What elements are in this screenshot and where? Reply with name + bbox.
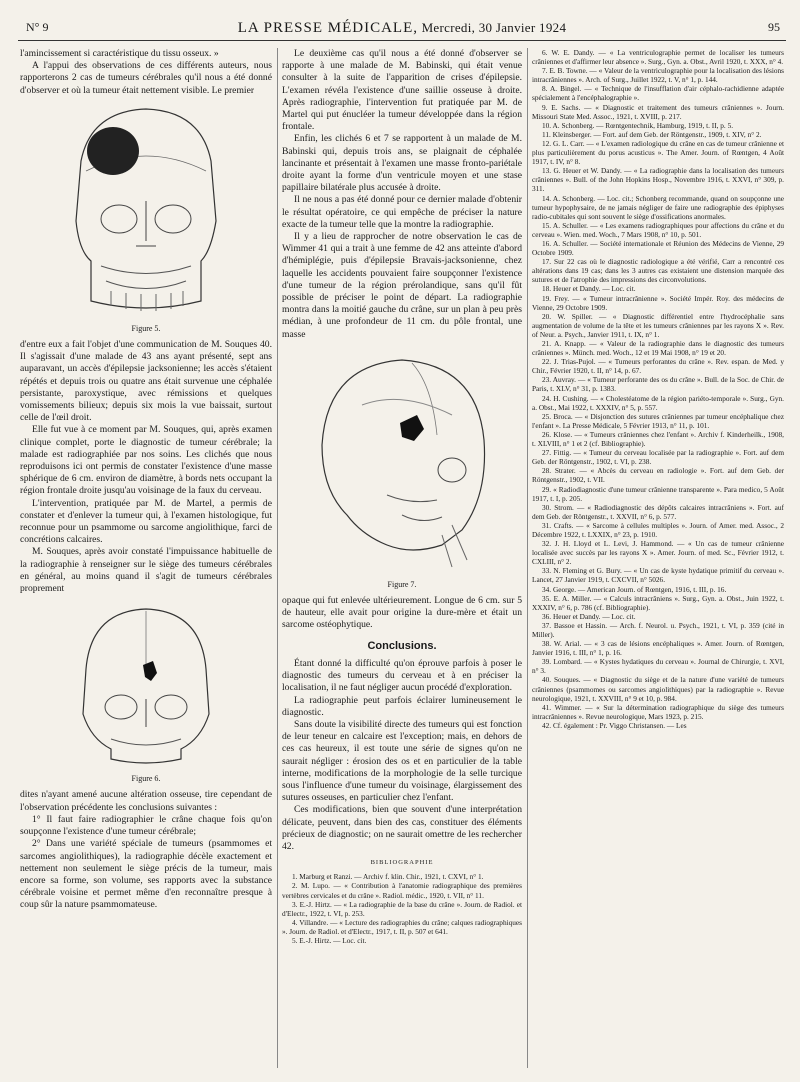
column-2 bbox=[282, 48, 522, 945]
reference: 28. Strater. — « Abcès du cerveau en radiologie ». Fort. auf dem Geb. der Röntgenstr., 1902, t. VII. bbox=[532, 466, 784, 485]
reference: 38. W. Arial. — « 3 cas de lésions encéphaliques ». Amer. Journ. of Rœntgen, Janvier 1916, t. III, n° 1, p. 16. bbox=[532, 639, 784, 658]
figure-7-caption: Figure 7. bbox=[387, 579, 417, 589]
reference: 3. E.-J. Hirtz. — « La radiographie de la base du crâne ». Journ. de Radiol. et d'Electr., 1922, t. VI, p. 253. bbox=[282, 899, 522, 918]
figure-7-radiograph bbox=[302, 345, 502, 575]
reference: 21. A. Knapp. — « Valeur de la radiographie dans le diagnostic des tumeurs crâniennes ». Münch. med. Woch., 12 et 19 Mai 1908, n° 19 et 20. bbox=[532, 339, 784, 358]
column-3-references bbox=[532, 48, 784, 730]
reference: 14. A. Schonberg. — Loc. cit.; Schonberg recommande, quand on soupçonne une tumeur hypophysaire, de ne jamais négliger de faire une radiographie des épiphyses radio-cubitales qui sont souvent le siège d'ossifications anormales. bbox=[532, 193, 784, 221]
reference: 5. E.-J. Hirtz. — Loc. cit. bbox=[292, 936, 367, 945]
paragraph: Ces modifications, bien que souvent d'une interprétation délicate, peuvent, dans bien des cas, constituer des éléments précieux de diagnostic; on ne saurait omettre de les rechercher 42. bbox=[282, 804, 522, 852]
reference: 13. G. Heuer et W. Dandy. — « La radiographie dans la localisation des tumeurs crâniennes ». Bull. of the John Hopkins Hosp., Novembre 1916, t. XXVI, n° 309, p. 311. bbox=[532, 166, 784, 194]
reference: 40. Souques. — « Diagnostic du siège et de la nature d'une variété de tumeurs crâniennes (psammomes ou sarcomes angiolithiques) par la radiographie ». Revue neurologique, 1921, t. XXVIII, n° 9 et 10, p. 984. bbox=[532, 675, 784, 703]
reference: 18. Heuer et Dandy. — Loc. cit. bbox=[542, 284, 636, 294]
reference: 31. Crafts. — « Sarcome à cellules multiples ». Journ. of Amer. med. Assoc., 2 Décembre 1922, t. LXXIX, n° 23, p. 1910. bbox=[532, 520, 784, 539]
reference: 17. Sur 22 cas où le diagnostic radiologique a été vérifié, Carr a rencontré ces altérations dans 19 cas; dans les 3 autres cas existaient une distension marquée des sutures et de l'atrophie des impressions des circonvolutions. bbox=[532, 257, 784, 285]
reference: 2. M. Lupo. — « Contribution à l'anatomie radiographique des premières vertèbres cervicales et du crâne ». Radiol. médic., 1920, t. VII, n° 11. bbox=[282, 881, 522, 900]
reference: 27. Fittig. — « Tumeur du cerveau localisée par la radiographie ». Fort. auf dem Geb. der Röntgenstr., 1902, t. VI, p. 238. bbox=[532, 448, 784, 467]
reference: 20. W. Spiller. — « Diagnostic différentiel entre l'hydrocéphalie sans augmentation de volume de la tête et les tumeurs crâniennes par les rayons X ». Rev. of Neur. a. Psych., Janvier 1911, t. IX, n° 1. bbox=[532, 311, 784, 339]
issue-number: N° 9 bbox=[26, 20, 49, 34]
paragraph: Sans doute la visibilité directe des tumeurs qui est fonction de leur teneur en calcaire est l'exception; mais, en dehors de ces cas heureux, il est toute une série de signes qu'on ne saurait négliger : érosion des os et en particulier de la table interne, modifications de la morphologie de la selle turcique sous l'influence d'une tumeur du voisinage, élargissement des sutures osseuses, en particulier chez l'enfant. bbox=[282, 718, 522, 804]
reference: 35. E. A. Miller. — « Calculs intracrâniens ». Surg., Gyn. a. Obst., Juin 1922, t. XXXIV, n° 6, p. 786 (cf. Bibliographie). bbox=[532, 593, 784, 612]
paragraph: Il y a lieu de rapprocher de notre observation le cas de Wimmer 41 qui a trait à une femme de 42 ans atteinte d'abord d'hémiplégie, puis d'épilepsie Bravais-jacksonienne, chez laquelle les accidents pouvaient faire soupçonner l'existence d'une tumeur de la région prérolandique, sans qu'il fût possible de préciser le point de départ. La radiographie montra dans la moitié gauche du crâne, sur un plan à peu près médian, à une profondeur de 11 cm. du pôle frontal, une masse bbox=[282, 231, 522, 340]
reference: 29. « Radiodiagnostic d'une tumeur crânienne transparente ». Para medico, 5 Août 1917, t. I, p. 205. bbox=[532, 484, 784, 503]
reference: 1. Marburg et Ranzi. — Archiv f. klin. Chir., 1921, t. CXVI, n° 1. bbox=[292, 872, 484, 882]
reference: 30. Strom. — « Radiodiagnostic des dépôts calcaires intracrâniens ». Fort. auf dem Geb. der Röntgenstr., t. XXVII, n° 6, p. 577. bbox=[532, 502, 784, 521]
paragraph: d'entre eux a fait l'objet d'une communication de M. Souques 40. Il s'agissait d'une malade de 43 ans ayant présenté, sept ans auparavant, un accès d'épilepsie jacksonienne; les accès s'étaient répétés et depuis trois ou quatre ans était survenue une céphalée persistante, paroxystique, avec rémissions et quelques vomissements bilieux; depuis six mois la vue baissait, surtout celle de l'œil droit. bbox=[20, 339, 272, 424]
paragraph: dites n'ayant amené aucune altération osseuse, tire cependant de l'observation précédente les conclusions suivantes : bbox=[20, 789, 272, 813]
column-divider bbox=[277, 48, 278, 1068]
paragraph: Elle fut vue à ce moment par M. Souques, qui, après examen clinique complet, porte le diagnostic de tumeur cérébrale; la malade est radiographiée par nos soins. Les clichés que nous reproduisons ici ont permis de constater l'existence d'une masse sphérique de 6 cm. environ de diamètre, à bords nets occupant la région frontale droite jusqu'au voisinage de la faux du cerveau. bbox=[20, 424, 272, 497]
column-1 bbox=[20, 48, 272, 912]
paragraph: 2° Dans une variété spéciale de tumeurs (psammomes et sarcomes angiolithiques), la radiographie décèle exactement et nettement non seulement le siège précis de la tumeur, mais encore sa forme, son volume, ses rapports avec la substance cérébrale voisine et permet même d'en reconnaître presque à coup sûr la nature psammomateuse. bbox=[20, 838, 272, 911]
paragraph: opaque qui fut enlevée ultérieurement. Longue de 6 cm. sur 5 de hauteur, elle avait pour origine la dure-mère et était un sarcome ostéophytique. bbox=[282, 595, 522, 631]
reference: 39. Lombard. — « Kystes hydatiques du cerveau ». Journal de Chirurgie, t. XVI, n° 3. bbox=[532, 657, 784, 676]
paragraph: l'amincissement si caractéristique du tissu osseux. » bbox=[20, 48, 219, 59]
paragraph: Étant donné la difficulté qu'on éprouve parfois à poser le diagnostic des tumeurs du cerveau et à en préciser la localisation, il ne faut négliger aucun procédé d'exploration. bbox=[282, 657, 522, 694]
figure-5-caption: Figure 5. bbox=[131, 323, 161, 333]
section-heading: Conclusions. bbox=[367, 639, 437, 652]
reference: 4. Villandre. — « Lecture des radiographies du crâne; calques radiographiques ». Journ. de Radiol. et d'Electr., 1917, t. II, p. 507 et 641. bbox=[282, 917, 522, 936]
paragraph: Le deuxième cas qu'il nous a été donné d'observer se rapporte à une malade de M. Babinski, qui était venue consulter à la suite de l'apparition de crises d'épilepsie. L'examen révéla l'existence d'une saillie osseuse à droite. Après radiographie, l'intervention fut pratiquée par M. de Martel qui put énucléer la tumeur développée dans la région frontale. bbox=[282, 48, 522, 133]
reference: 26. Klose. — « Tumeurs crâniennes chez l'enfant ». Archiv f. Kinderheilk., 1908, t. XLVIII, n° 1 et 2 (cf. Bibliographie). bbox=[532, 429, 784, 449]
reference: 24. H. Cushing. — « Cholestéatome de la région pariéto-temporale ». Surg., Gyn. a. Obst., Mai 1922, t. XXXIV, n° 5, p. 557. bbox=[532, 393, 784, 412]
reference: 16. A. Schuller. — Société internationale et Réunion des Médecins de Vienne, 29 Octobre 1909. bbox=[532, 238, 784, 258]
reference: 22. J. Trias-Pujol. — « Tumeurs perforantes du crâne ». Rev. espan. de Med. y Chir., Février 1920, t. II, n° 14, p. 67. bbox=[532, 357, 784, 376]
paragraph: 1° Il faut faire radiographier le crâne chaque fois qu'on soupçonne l'existence d'une tumeur cérébrale; bbox=[20, 813, 272, 838]
figure-6-radiograph bbox=[61, 599, 231, 769]
reference: 42. Cf. également : Pr. Viggo Christansen. — Les bbox=[542, 720, 687, 730]
reference: 7. E. B. Towne. — « Valeur de la ventriculographie pour la localisation des lésions intracrâniennes ». Arch. of Surg., Juillet 1922, t. V, n° 1, p. 144. bbox=[532, 66, 784, 85]
bibliography-list bbox=[282, 872, 522, 945]
reference: 15. A. Schuller. — « Les examens radiographiques pour affections du crâne et du cerveau ». Wien. med. Woch., 7 Mars 1908, n° 10, p. 501. bbox=[532, 220, 784, 239]
page-number: 95 bbox=[768, 20, 780, 34]
reference: 6. W. E. Dandy. — « La ventriculographie permet de localiser les tumeurs crâniennes et d'affirmer leur absence ». Surg., Gyn. a. Obst., Avril 1920, t. XXX, n° 4. bbox=[532, 48, 784, 67]
reference: 33. N. Fleming et G. Bury. — « Un cas de kyste hydatique primitif du cerveau ». Lancet, 27 Janvier 1919, t. CXCVII, n° 5026. bbox=[532, 566, 784, 585]
figure-6-caption: Figure 6. bbox=[131, 774, 161, 784]
reference: 23. Auvray. — « Tumeur perforante des os du crâne ». Bull. de la Soc. de Chir. de Paris, t. XLV, n° 31, p. 1383. bbox=[532, 375, 784, 394]
page-header bbox=[18, 18, 786, 41]
bibliography-heading: BIBLIOGRAPHIE bbox=[370, 859, 434, 867]
paragraph: La radiographie peut parfois éclairer lumineusement le diagnostic. bbox=[282, 694, 522, 718]
masthead bbox=[18, 20, 786, 37]
journal-title: LA PRESSE MÉDICALE, bbox=[237, 20, 418, 36]
reference: 9. E. Sachs. — « Diagnostic et traitement des tumeurs crâniennes ». Journ. Missouri State Med. Assoc., 1921, t. XVIII, p. 217. bbox=[532, 102, 784, 121]
column-divider bbox=[527, 48, 528, 1068]
paragraph: Il ne nous a pas été donné pour ce dernier malade d'obtenir le résultat opératoire, ce qui empêche de préciser la nature exacte de la tumeur telle que la montre la radiographie. bbox=[282, 194, 522, 230]
reference: 11. Kleinsberger. — Fort. auf dem Geb. der Röntgenstr., 1909, t. XIV, n° 2. bbox=[542, 129, 762, 139]
reference: 36. Heuer et Dandy. — Loc. cit. bbox=[542, 611, 636, 621]
reference: 8. A. Bingel. — « Technique de l'insufflation d'air céphalo-rachidienne adaptée spécialement à l'encéphalographie ». bbox=[532, 84, 784, 103]
reference: 25. Broca. — « Disjonction des sutures crâniennes par tumeur encéphalique chez l'enfant ». La Presse Médicale, 5 Février 1913, n° 11, p. 101. bbox=[532, 411, 784, 430]
reference: 32. J. H. Lloyd et L. Levi, J. Hammond. — « Un cas de tumeur crânienne localisée avec succès par les rayons X ». Amer. Journ. of med. Sc., Février 1912, t. CXLIII, n° 2. bbox=[532, 539, 784, 567]
paragraph: Enfin, les clichés 6 et 7 se rapportent à un malade de M. Babinski qui, depuis trois ans, se plaignait de céphalée lancinante et présentait à l'examen une masse fronto-pariétale droite ayant la forme d'un ventricule moyen et une stase papillaire bilatérale plus accusée à droite. bbox=[282, 133, 522, 194]
figure-5-radiograph bbox=[51, 101, 241, 319]
issue-date: Mercredi, 30 Janvier 1924 bbox=[421, 20, 567, 35]
reference: 12. G. L. Carr. — « L'examen radiologique du crâne en cas de tumeur crânienne et plus particulièrement du porus acusticus ». The Amer. Journ. of Rœntgen, 4 Août 1917, t. IV, n° 8. bbox=[532, 138, 784, 167]
paragraph: A l'appui des observations de ces différents auteurs, nous rapporterons 2 cas de tumeurs cérébrales qu'il nous a été donné d'observer et où la tumeur était nettement visible. Le premier bbox=[20, 60, 272, 96]
reference: 10. A. Schonberg. — Rœntgentechnik, Hamburg, 1919, t. II, p. 5. bbox=[542, 120, 734, 130]
reference: 41. Wimmer. — « Sur la détermination radiographique du siège des tumeurs intracrâniennes ». Revue neurologique, Mars 1923, p. 215. bbox=[532, 702, 784, 721]
reference: 19. Frey. — « Tumeur intracrânienne ». Société Impér. Roy. des médecins de Vienne, 29 Octobre 1909. bbox=[532, 293, 784, 312]
paragraph: M. Souques, après avoir constaté l'impuissance habituelle de la radiographie à renseigner sur le siège des tumeurs cérébrales en général, au moins quand il s'agit de tumeurs cérébrales proprement bbox=[20, 546, 272, 595]
reference: 37. Bassoe et Hassin. — Arch. f. Neurol. u. Psych., 1921, t. VI, p. 359 (cité in Miller). bbox=[532, 620, 784, 639]
paragraph: L'intervention, pratiquée par M. de Martel, a permis de constater et d'enlever la tumeur qui, à l'examen histologique, fut reconnue pour un psammome ou sarcome angiolithique, farci de concrétions calcaires. bbox=[20, 497, 272, 546]
reference: 34. George. — American Journ. of Rœntgen, 1916, t. III, p. 16. bbox=[542, 584, 727, 594]
